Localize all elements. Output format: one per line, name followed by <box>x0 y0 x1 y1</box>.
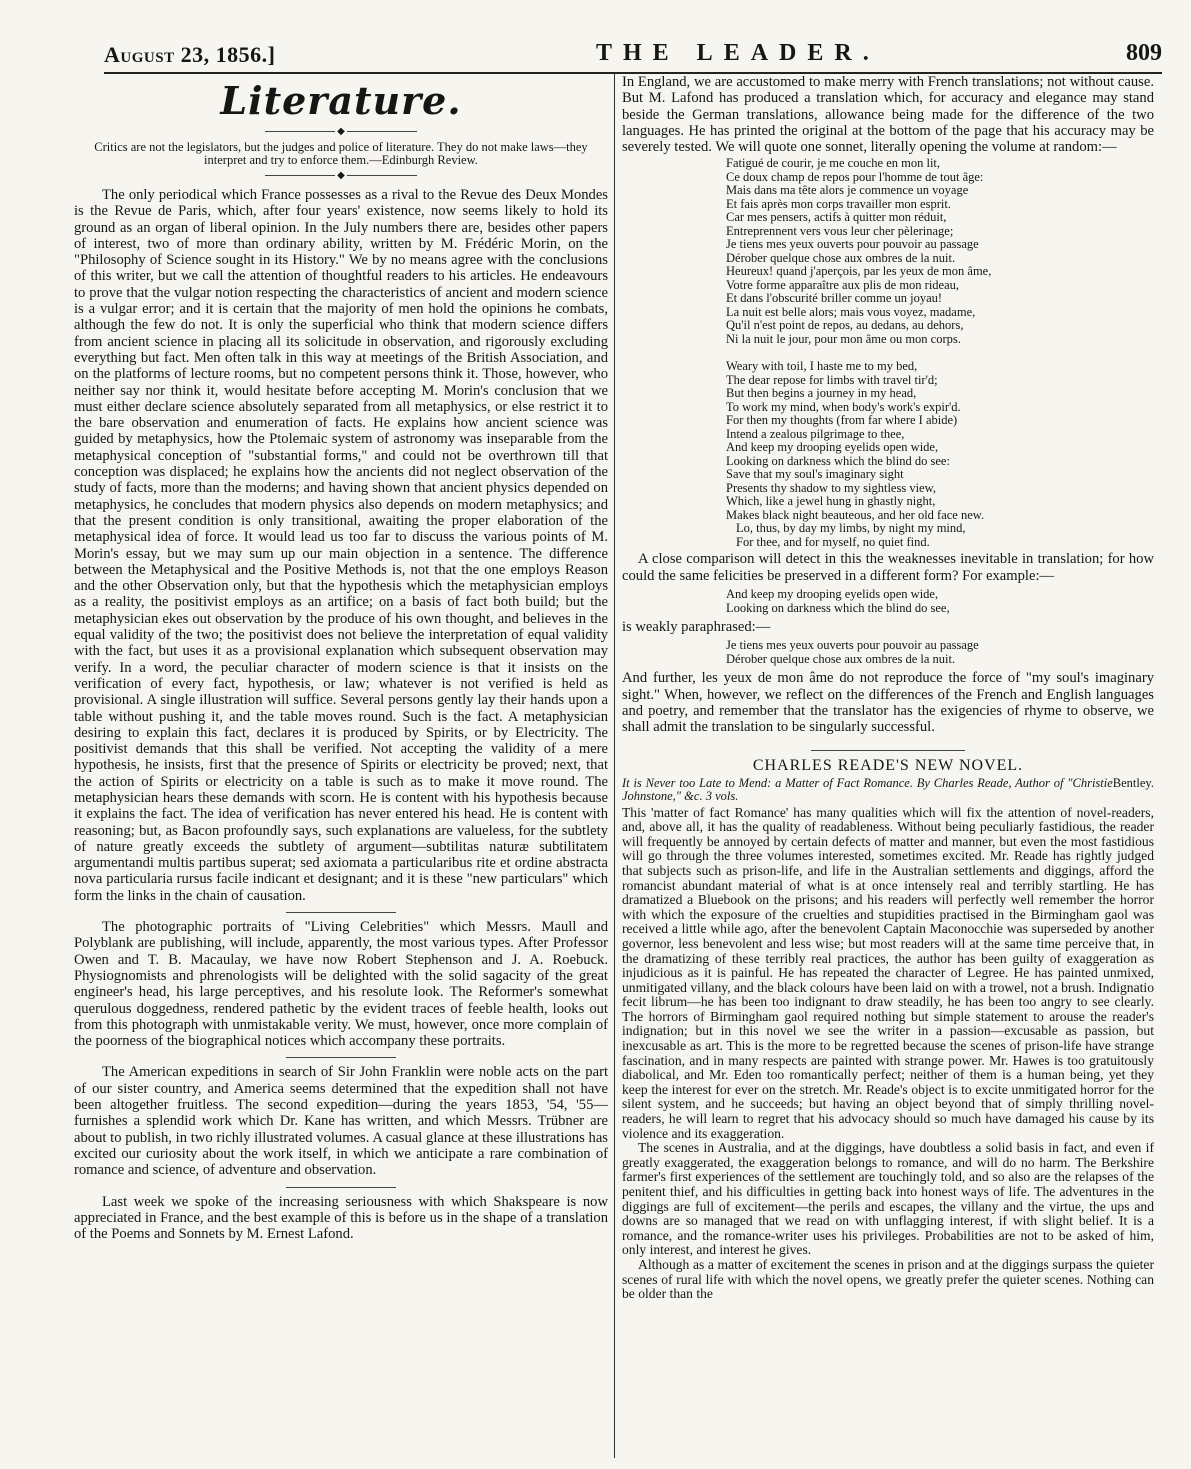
poem-line: Looking on darkness which the blind do see, <box>726 600 950 615</box>
column-divider <box>614 74 615 1458</box>
review-paragraph: This 'matter of fact Romance' has many qualities which will fix the attention of novel-readers, and, above all, it has the quality of readableness. Without being peculiarly fastidious, the reader will frequently be annoyed by certain defects of matter and manner, but even the most fastidious will go through the three volumes interested, sometimes excited. Mr. Reade has rightly judged that subjects such as prison-life, and life in the Australian settlements and diggings, afford the romancist abundant material of what is at once intensely real and terribly startling. He has dramatized a Bluebook on the prisons; and his readers will perfectly well remember the horror with which the exposure of the cruelties and stupidities practised in the Birmingham gaol was received a little while ago, after the benevolent Captain Maconocchie was superseded by another governor, less benevolent and less wise; but most readers will at the same time perceive that, in the dramatizing of these terribly real practices, the author has been guilty of exaggeration as injudicious as it is painful. He has repeated the character of Legree. He has painted unmixed, unmitigated villany, and the black colours have been laid on with a trowel, not a brush. Indignatio fecit librum—he has been too indignant to draw steadily, he has been too angry to see clearly. The horrors of Birmingham gaol required nothing but simple statement to arouse the reader's indignation; but in this novel we see the writer in a passion—excusable as passion, but inexcusable as art. This is the more to be regretted because the scenes of prison-life have strange fascination, and in many respects are painted with strange power. Mr. Hawes is too gratuitously diabolical, and Mr. Eden too romantically perfect; neither of them is a human being, yet they keep the interest for ever on the stretch. Mr. Reade's object is to excite unmitigated horror for the silent system, and he succeeds; but having an object beyond that of simply thrilling novel-readers, he will learn to regret that his advocacy should so much have damaged his cause by its violence and its exaggeration. <box>622 804 1154 1141</box>
poem-line: And keep my drooping eyelids open wide, <box>726 587 939 602</box>
epigraph: Critics are not the legislators, but the judges and police of literature. They do not make laws—they interpret and try to enforce them.—Edinburgh Review. <box>94 140 588 167</box>
poem-line: Je tiens mes yeux ouverts pour pouvoir au passage <box>726 638 979 653</box>
poem-line: Makes black night beauteous, and her old face new. <box>726 507 985 522</box>
poem-line: Je tiens mes yeux ouverts pour pouvoir au passage <box>726 237 979 252</box>
french-sonnet <box>726 157 1154 346</box>
poem-line: But then begins a journey in my head, <box>726 386 917 401</box>
english-sonnet <box>726 360 1154 549</box>
poem-line: And keep my drooping eyelids open wide, <box>726 440 939 455</box>
poem-line: Entreprennent vers vous leur cher pèlerinage; <box>726 223 954 238</box>
poem-line: Fatigué de courir, je me couche en mon lit, <box>726 156 941 171</box>
page-header <box>104 38 1162 74</box>
review-paragraph: The scenes in Australia, and at the diggings, have doubtless a solid basis in fact, and even if greatly exaggerated, the exaggeration belongs to romance, and will do no harm. The Berkshire farmer's first experiences of the settlement are touchingly told, and so also are the relapses of the penitent thief, and his difficulties in getting back into honest ways of life. The adventures in the diggings are full of excitement—the perils and escapes, the villany and the virtue, the ups and downs are so managed that we read on with unflagging interest, if with slight belief. It is a romance, and the romance-writer uses his privileges. Probabilities are not to be asked of him, only interest, and interest he gives. <box>622 1140 1154 1258</box>
article-paragraph: The only periodical which France possesses as a rival to the Revue des Deux Mondes is the Revue de Paris, which, after four years' existence, now seems likely to hold its ground as an organ of liberal opinion. In the July numbers there are, besides other papers of interest, two of more than ordinary ability, written by M. Frédéric Morin, on the "Philosophy of Science sought in its History." We by no means agree with the conclusions of this writer, but we call the attention of thoughtful readers to his articles. He endeavours to prove that the vulgar notion respecting the characteristics of ancient and modern science is a vulgar error; and it is certain that the majority of men hold the opinions he combats, although the few do not. It is only the superficial who think that modern science differs from ancient science in placing all its solicitude in observation, and rigorously excluding everything but fact. Men often talk in this way at meetings of the British Association, and on the platforms of lecture rooms, but no competent persons think it. Those, however, who neither say nor think it, would hesitate before accepting M. Morin's conclusion that we must either declare science absolutely separated from all metaphysics, or else restrict it to the bare observation and enumeration of facts. He explains how ancient science was guided by metaphysics, how the Ptolemaic system of astronomy was inseparable from the metaphysical conception of "substantial forms," and could not be overthrown till that conception was displaced; he explains how the ancients did not neglect observation of the study of facts, more than the moderns; and having shown that ancient physics depended on metaphysics, he concludes that modern physics also depends on modern metaphysics; and that the present condition is only transitional, awaiting the proper elaboration of the metaphysical idea of force. It would lead us too far to discuss the various points of M. Morin's essay, but we may sum up our main objection in a sentence. The difference between the Metaphysical and the Positive Methods is, not that the one employs Reason and the other Observation only, but that the hypothesis which the metaphysician employs as a reality, the positivist employs as an artifice; on a basis of fact both build; but the metaphysician ekes out observation by the produce of his own thought, and believes in the equal validity of the two; the positivist does not believe the interpretation of equal validity with the fact, but uses it as a provisional explanation which subsequent observation may verify. In a word, the peculiar character of modern science is that it insists on the verification of every fact, hypothesis, or law; whatever is not verified is held as provisional. A single illustration will suffice. Several persons gently lay their hands upon a table without pushing it, and the table moves round. Such is the fact. A metaphysician desiring to explain this fact, declares it is produced by Spirits, or by Electricity. The positivist demands that this shall be verified. Not accepting the validity of a mere hypothesis, he insists, first that the presence of Spirits or electricity be proved; next, that the action of Spirits or electricity on a table is such as to make it move round. The metaphysician hears these demands with scorn. He is content with his hypothesis because it explains the fact. The idea of verification has never entered his head. He is content with reasoning; but, as Bacon profoundly says, such explanations are valueless, for the subtlety of nature greatly exceeds the subtlety of argument—subtilitas naturæ subtilitatem argumentandi multis partibus superat; sed axiomata a particularibus rite et ordine abstracta nova particularia rursus facile indicant et designant; and it is these "new particulars" which form the links in the chain of causation. <box>74 187 608 904</box>
right-column <box>622 74 1154 1302</box>
poem-line: Presents thy shadow to my sightless view, <box>726 480 936 495</box>
separator-rule <box>286 1187 396 1188</box>
poem-line: Intend a zealous pilgrimage to thee, <box>726 426 905 441</box>
book-title-line: It is Never too Late to Mend: a Matter of Fact Romance. By Charles Reade, Author of "Christie Johnstone," &c. 3 vols. <box>622 775 1113 804</box>
poem-line: Car mes pensers, actifs à quitter mon réduit, <box>726 210 947 225</box>
poem-line: To work my mind, when body's work's expir'd. <box>726 399 961 414</box>
poem-line: Heureux! quand j'aperçois, par les yeux de mon âme, <box>726 264 992 279</box>
article-paragraph: In England, we are accustomed to make merry with French translations; not without cause. But M. Lafond has produced a translation which, for accuracy and elegance may stand beside the German translations, allowance being made for the difference of the two languages. He has printed the original at the bottom of the page that his accuracy may be severely tested. We will quote one sonnet, literally opening the volume at random:— <box>622 74 1154 156</box>
poem-line: Dérober quelque chose aux ombres de la nuit. <box>726 250 956 265</box>
ornament-rule: ◆ <box>74 127 608 137</box>
poem-line: For thee, and for myself, no quiet find. <box>736 534 930 549</box>
poem-line: Looking on darkness which the blind do see: <box>726 453 950 468</box>
poem-line: Ni la nuit le jour, pour mon âme ou mon corps. <box>726 331 961 346</box>
poem-line: The dear repose for limbs with travel tir'd; <box>726 372 938 387</box>
article-paragraph: And further, les yeux de mon âme do not reproduce the force of "my soul's imaginary sight." When, however, we reflect on the differences of the French and English languages and poetry, and remember that the translator has the exigencies of rhyme to observe, we shall admit the translation to be singularly successful. <box>622 670 1154 736</box>
separator-rule <box>286 912 396 913</box>
poem-line: Et dans l'obscurité briller comme un joyau! <box>726 291 943 306</box>
publisher: Bentley. <box>1112 775 1154 790</box>
poem-line: Lo, thus, by day my limbs, by night my mind, <box>736 521 966 536</box>
article-paragraph: The photographic portraits of "Living Celebrities" which Messrs. Maull and Polyblank are publishing, will include, apparently, the most various types. After Professor Owen and T. B. Macaulay, we have now Robert Stephenson and J. A. Roebuck. Physiognomists and phrenologists will be delighted with the solid sagacity of the great engineer's head, his large perceptives, and his resolute look. The Reformer's somewhat querulous doggedness, rendered pathetic by the evident traces of feeble health, looks out from this photograph with unmistakable verity. We must, however, once more complain of the poorness of the biographical notices which accompany these portraits. <box>74 919 608 1050</box>
article-paragraph: The American expeditions in search of Sir John Franklin were noble acts on the part of our sister country, and America seems determined that the expedition shall not have been altogether fruitless. The second expedition—during the years 1853, '54, '55—furnishes a splendid work which Dr. Kane has written, and which Messrs. Trübner are about to publish, in two richly illustrated volumes. A casual glance at these illustrations has excited our curiosity about the work itself, in which we anticipate a rare combination of romance and science, of adventure and observation. <box>74 1064 608 1179</box>
poem-line: La nuit est belle alors; mais vous voyez, madame, <box>726 304 976 319</box>
poem-line: Weary with toil, I haste me to my bed, <box>726 359 918 374</box>
example-english <box>726 588 1154 615</box>
article-paragraph: Last week we spoke of the increasing seriousness with which Shakspeare is now appreciated in France, and the best example of this is before us in the shape of a translation of the Poems and Sonnets by M. Ernest Lafond. <box>74 1193 608 1243</box>
poem-line: For then my thoughts (from far where I abide) <box>726 413 958 428</box>
poem-line: Save that my soul's imaginary sight <box>726 467 904 482</box>
example-french <box>726 639 1154 666</box>
article-paragraph: is weakly paraphrased:— <box>622 619 771 636</box>
poem-line: Votre forme apparaître aux plis de mon rideau, <box>726 277 960 292</box>
poem-line: Et fais après mon corps travailler mon esprit. <box>726 196 951 211</box>
poem-line: Qu'il n'est point de repos, au dedans, au dehors, <box>726 318 964 333</box>
poem-line: Mais dans ma tête alors je commence un voyage <box>726 183 969 198</box>
masthead-title: THE LEADER. <box>596 40 880 66</box>
book-citation <box>622 777 1154 804</box>
page-number: 809 <box>1126 40 1162 66</box>
issue-date: August 23, 1856.] <box>104 42 276 67</box>
separator-rule <box>286 1057 396 1058</box>
ornament-rule: ◆ <box>74 171 608 181</box>
article-paragraph: A close comparison will detect in this the weaknesses inevitable in translation; for how could the same felicities be preserved in a different form? For example:— <box>622 551 1154 584</box>
separator-rule <box>811 750 965 751</box>
poem-line: Which, like a jewel hung in ghastly night, <box>726 494 936 509</box>
review-paragraph: Although as a matter of excitement the scenes in prison and at the diggings surpass the quieter scenes of rural life with which the novel opens, we greatly prefer the quieter scenes. Nothing can be older than the <box>622 1256 1154 1302</box>
poem-line: Ce doux champ de repos pour l'homme de tout âge: <box>726 169 984 184</box>
left-column <box>74 74 608 1242</box>
poem-line: Dérober quelque chose aux ombres de la nuit. <box>726 651 956 666</box>
section-title: Literature. <box>220 78 462 123</box>
novel-review-heading: CHARLES READE'S NEW NOVEL. <box>752 756 1024 774</box>
